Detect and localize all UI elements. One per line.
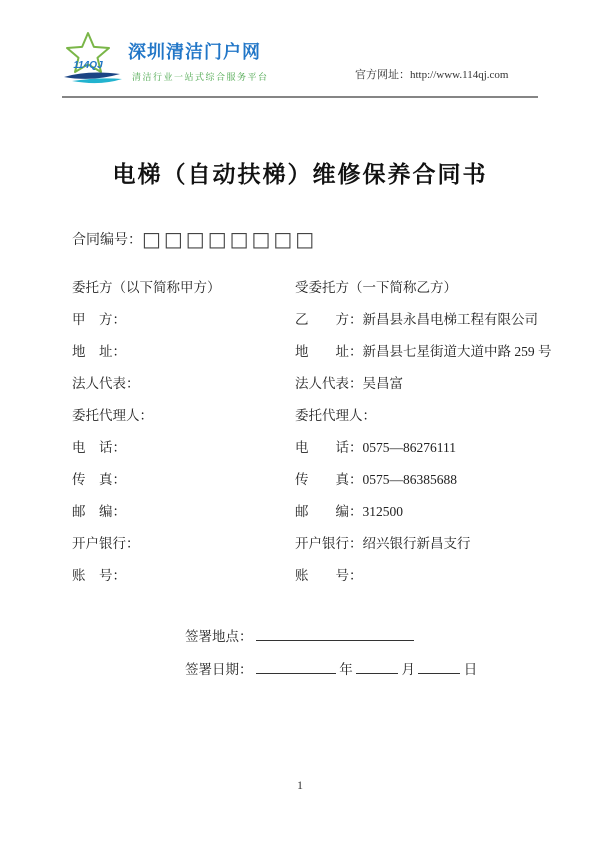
month-label: 月 bbox=[401, 662, 415, 677]
field-label: 法人代表： bbox=[295, 376, 363, 391]
field-label: 委托代理人： bbox=[295, 408, 376, 423]
signing-place-blank bbox=[256, 627, 414, 641]
field-label: 委托代理人： bbox=[72, 408, 153, 423]
field-label: 传 真： bbox=[72, 472, 126, 487]
contract-number-line bbox=[72, 226, 317, 252]
document-title: 电梯（自动扶梯）维修保养合同书 bbox=[112, 162, 488, 187]
party-a-row bbox=[72, 304, 287, 336]
official-site bbox=[355, 66, 508, 82]
party-b-row bbox=[295, 432, 545, 464]
contract-number-boxes: □□□□□□□□ bbox=[142, 227, 318, 251]
party-a-column bbox=[72, 272, 287, 592]
party-b-heading: 受委托方（一下简称乙方） bbox=[295, 280, 457, 295]
official-site-label: 官方网址： bbox=[355, 69, 410, 81]
party-a-row bbox=[72, 528, 287, 560]
field-label: 开户银行： bbox=[72, 536, 140, 551]
party-a-row bbox=[72, 496, 287, 528]
field-label: 乙 方： bbox=[295, 312, 363, 327]
party-b-row bbox=[295, 560, 545, 592]
day-label: 日 bbox=[463, 662, 478, 677]
field-value: 新昌县永昌电梯工程有限公司 bbox=[362, 312, 538, 327]
signing-place-label: 签署地点： bbox=[185, 629, 253, 644]
field-value: 0575—86276111 bbox=[362, 440, 456, 455]
year-label: 年 bbox=[339, 662, 353, 677]
party-b-row bbox=[295, 336, 552, 368]
swoosh-teal bbox=[72, 78, 122, 83]
field-label: 地 址： bbox=[72, 344, 126, 359]
party-a-row bbox=[72, 432, 287, 464]
logo-star-icon bbox=[62, 30, 124, 88]
field-label: 电 话： bbox=[295, 440, 363, 455]
contract-number-label: 合同编号： bbox=[72, 233, 142, 248]
field-label: 地 址： bbox=[295, 344, 363, 359]
field-label: 账 号： bbox=[72, 568, 126, 583]
page-number: 1 bbox=[297, 778, 303, 792]
swoosh-navy bbox=[64, 73, 120, 79]
field-label: 邮 编： bbox=[72, 504, 126, 519]
field-value: 312500 bbox=[362, 504, 403, 519]
party-a-row bbox=[72, 464, 287, 496]
signature-block bbox=[185, 620, 477, 686]
party-a-heading: 委托方（以下简称甲方） bbox=[72, 280, 221, 295]
field-value: 新昌县七星街道大道中路 259 号 bbox=[362, 344, 552, 359]
signing-date-label: 签署日期： bbox=[185, 662, 253, 677]
party-a-row bbox=[72, 400, 287, 432]
party-b-row bbox=[295, 496, 545, 528]
party-b-row bbox=[295, 400, 545, 432]
field-label: 开户银行： bbox=[295, 536, 363, 551]
party-a-row bbox=[72, 560, 287, 592]
field-label: 电 话： bbox=[72, 440, 126, 455]
logo-badge-text: 114QJ bbox=[73, 60, 103, 71]
site-name: 深圳清洁门户网 bbox=[128, 42, 261, 62]
field-label: 传 真： bbox=[295, 472, 363, 487]
site-tagline: 清洁行业一站式综合服务平台 bbox=[132, 72, 269, 82]
field-label: 账 号： bbox=[295, 568, 363, 583]
field-value: 吴昌富 bbox=[362, 376, 403, 391]
party-b-row bbox=[295, 528, 545, 560]
signing-day-blank bbox=[418, 660, 460, 674]
header-divider bbox=[62, 96, 538, 98]
party-a-row bbox=[72, 368, 287, 400]
field-label: 甲 方： bbox=[72, 312, 126, 327]
field-value: 0575—86385688 bbox=[362, 472, 457, 487]
official-site-url: http://www.114qj.com bbox=[410, 69, 509, 81]
signing-date-row bbox=[185, 653, 477, 686]
party-b-row bbox=[295, 464, 545, 496]
party-b-row bbox=[295, 304, 545, 336]
signing-year-blank bbox=[256, 660, 336, 674]
signing-place-row bbox=[185, 620, 477, 653]
party-b-row bbox=[295, 368, 545, 400]
signing-month-blank bbox=[356, 660, 398, 674]
party-a-row bbox=[72, 336, 287, 368]
logo-text bbox=[128, 30, 269, 83]
site-logo bbox=[62, 30, 269, 88]
field-label: 法人代表： bbox=[72, 376, 140, 391]
field-value: 绍兴银行新昌支行 bbox=[362, 536, 471, 551]
field-label: 邮 编： bbox=[295, 504, 363, 519]
party-b-column bbox=[295, 272, 552, 592]
